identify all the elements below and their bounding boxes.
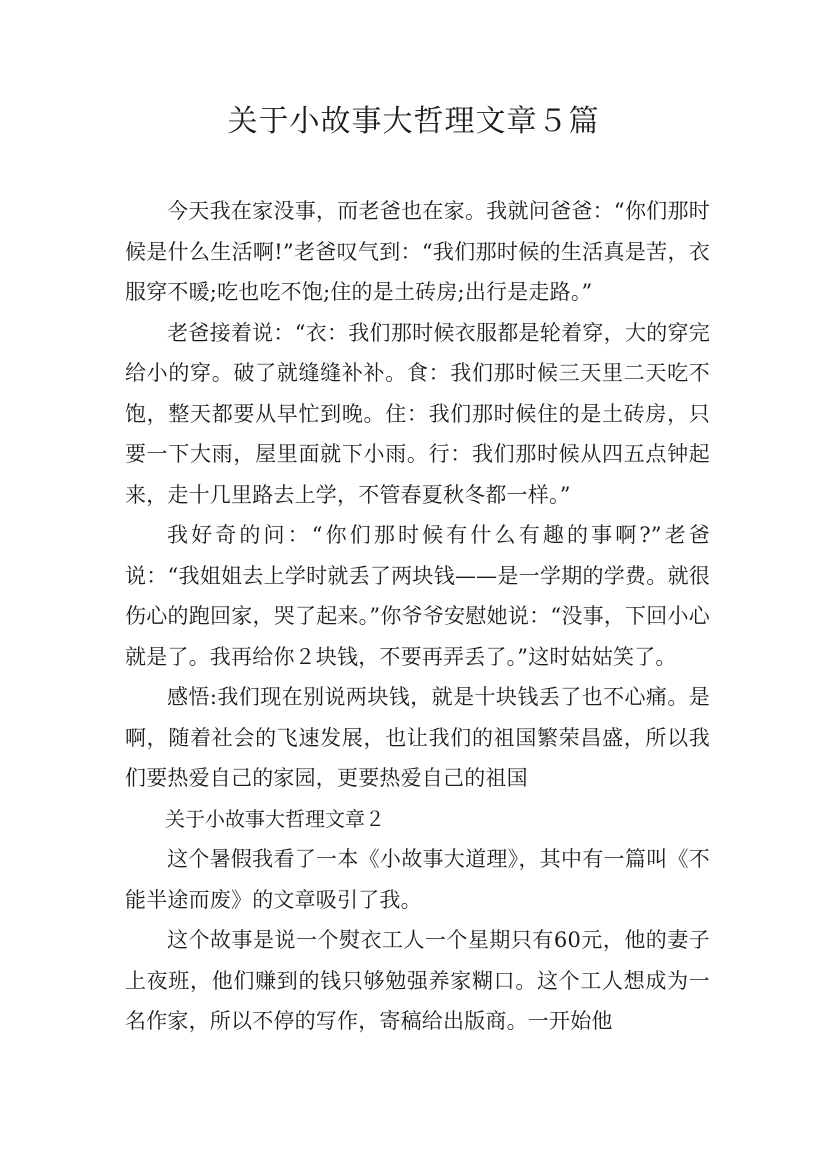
paragraph-6: 这个故事是说一个熨衣工人一个星期只有60元，他的妻子上夜班，他们赚到的钱只够勉强养家糊口。这个工人想成为一名作家，所以不停的写作，寄稿给出版商。一开始他	[125, 928, 710, 1033]
paragraph-5: 这个暑假我看了一本《小故事大道理》，其中有一篇叫《不能半途而废》的文章吸引了我。	[125, 847, 710, 912]
document-body	[125, 191, 710, 1042]
paragraph-3: 我好奇的问：“你们那时候有什么有趣的事啊?”老爸说：“我姐姐去上学时就丢了两块钱——是一学期的学费。就很伤心的跑回家，哭了起来。”你爷爷安慰她说：“没事，下回小心就是了。我再给你２块钱，不要再弄丢了。”这时姑姑笑了。	[125, 523, 710, 669]
section-heading-2: 关于小故事大哲理文章２	[165, 806, 385, 831]
paragraph-4: 感悟:我们现在别说两块钱，就是十块钱丢了也不心痛。是啊，随着社会的飞速发展，也让我们的祖国繁荣昌盛，所以我们要热爱自己的家园，更要热爱自己的祖国	[125, 685, 710, 790]
paragraph-1: 今天我在家没事，而老爸也在家。我就问爸爸：“你们那时候是什么生活啊!”老爸叹气到：“我们那时候的生活真是苦，衣服穿不暖;吃也吃不饱;住的是土砖房;出行是走路。”	[125, 199, 710, 304]
document-title: 关于小故事大哲理文章５篇	[227, 104, 600, 139]
paragraph-2: 老爸接着说：“衣：我们那时候衣服都是轮着穿，大的穿完给小的穿。破了就缝缝补补。食：我们那时候三天里二天吃不饱，整天都要从早忙到晚。住：我们那时候住的是土砖房，只要一下大雨，屋里面就下小雨。行：我们那时候从四五点钟起来，走十几里路去上学，不管春夏秋冬都一样。”	[125, 320, 710, 507]
